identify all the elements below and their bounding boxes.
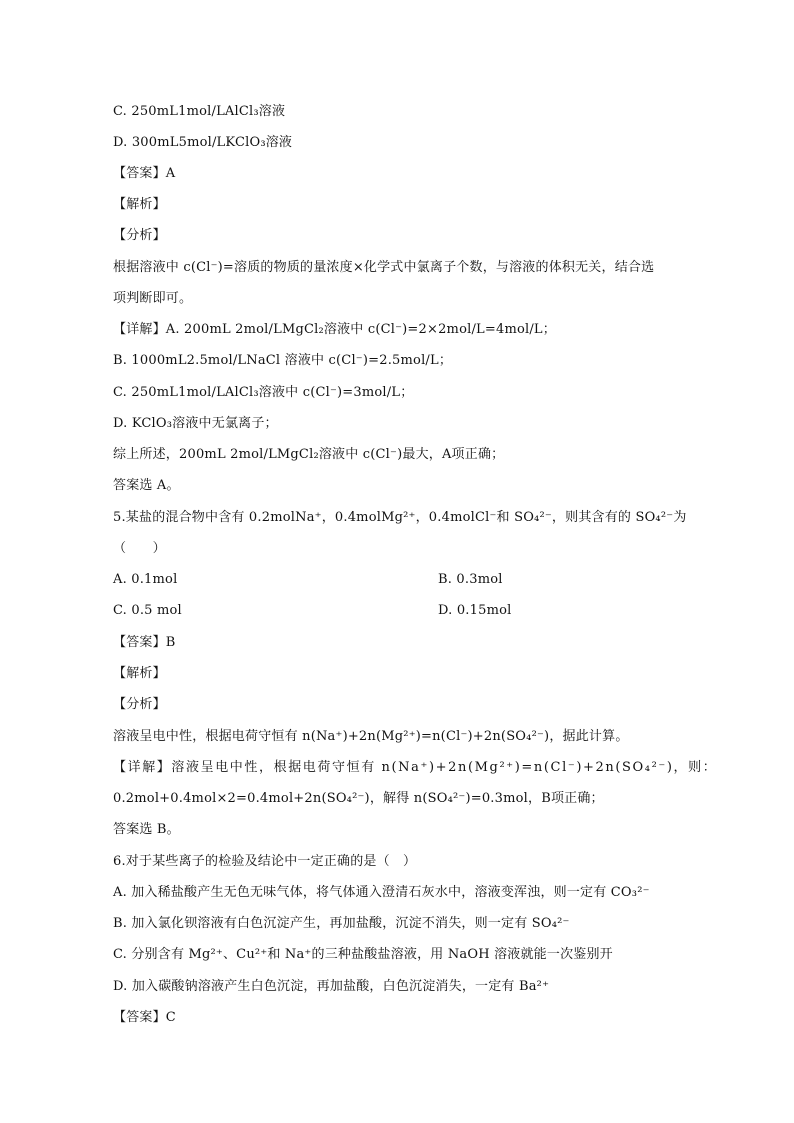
detail-4-a: 【详解】A. 200mL 2mol/LMgCl₂溶液中 c(Cl⁻)=2×2mol/L=4mol/L； — [113, 322, 556, 337]
fenxi-text-4-line2: 项判断即可。 — [113, 291, 193, 306]
final-answer-5: 答案选 B。 — [113, 822, 180, 837]
question-6-option-b: B. 加入氯化钡溶液有白色沉淀产生，再加盐酸，沉淀不消失，则一定有 SO₄²⁻ — [113, 916, 570, 931]
question-5-option-d: D. 0.15mol — [438, 603, 512, 618]
option-d-prev: D. 300mL5mol/LKClO₃溶液 — [113, 135, 293, 150]
detail-4-d: D. KClO₃溶液中无氯离子； — [113, 416, 278, 431]
summary-4: 综上所述，200mL 2mol/LMgCl₂溶液中 c(Cl⁻)最大，A项正确； — [113, 447, 505, 462]
question-5-option-a: A. 0.1mol — [113, 572, 178, 587]
question-5-stem: 5.某盐的混合物中含有 0.2molNa⁺，0.4molMg²⁺，0.4molCl⁻和 SO₄²⁻，则其含有的 SO₄²⁻为 — [113, 510, 687, 525]
option-c-prev: C. 250mL1mol/LAlCl₃溶液 — [113, 104, 286, 119]
answer-4: 【答案】A — [113, 166, 176, 181]
detail-4-b: B. 1000mL2.5mol/LNaCl 溶液中 c(Cl⁻)=2.5mol/L； — [113, 353, 453, 368]
question-5-option-c: C. 0.5 mol — [113, 603, 182, 618]
fenxi-heading-5: 【分析】 — [113, 697, 166, 712]
question-6-stem: 6.对于某些离子的检验及结论中一定正确的是（ ） — [113, 854, 417, 869]
final-answer-4: 答案选 A。 — [113, 478, 180, 493]
answer-6: 【答案】C — [113, 1010, 176, 1025]
fenxi-text-4-line1: 根据溶液中 c(Cl⁻)=溶质的物质的量浓度×化学式中氯离子个数，与溶液的体积无关，结合选 — [113, 260, 655, 275]
question-6-option-d: D. 加入碳酸钠溶液产生白色沉淀，再加盐酸，白色沉淀消失，一定有 Ba²⁺ — [113, 979, 550, 994]
analysis-heading-4: 【解析】 — [113, 197, 166, 212]
analysis-heading-5: 【解析】 — [113, 666, 166, 681]
detail-5-line2: 0.2mol+0.4mol×2=0.4mol+2n(SO₄²⁻)，解得 n(SO₄²⁻)=0.3mol，B项正确； — [113, 791, 604, 806]
fenxi-heading-4: 【分析】 — [113, 228, 166, 243]
detail-5-line1: 【详解】溶液呈电中性，根据电荷守恒有 n(Na⁺)+2n(Mg²⁺)=n(Cl⁻)+2n(SO₄²⁻)，则： — [113, 760, 718, 775]
answer-5: 【答案】B — [113, 635, 176, 650]
question-6-option-c: C. 分别含有 Mg²⁺、Cu²⁺和 Na⁺的三种盐酸盐溶液，用 NaOH 溶液就能一次鉴别开 — [113, 947, 613, 962]
detail-4-c: C. 250mL1mol/LAlCl₃溶液中 c(Cl⁻)=3mol/L； — [113, 385, 414, 400]
question-5-paren: （ ） — [113, 541, 166, 556]
question-5-option-b: B. 0.3mol — [438, 572, 503, 587]
question-6-option-a: A. 加入稀盐酸产生无色无味气体，将气体通入澄清石灰水中，溶液变浑浊，则一定有 CO₃²⁻ — [113, 885, 650, 900]
fenxi-text-5: 溶液呈电中性，根据电荷守恒有 n(Na⁺)+2n(Mg²⁺)=n(Cl⁻)+2n(SO₄²⁻)，据此计算。 — [113, 729, 629, 744]
